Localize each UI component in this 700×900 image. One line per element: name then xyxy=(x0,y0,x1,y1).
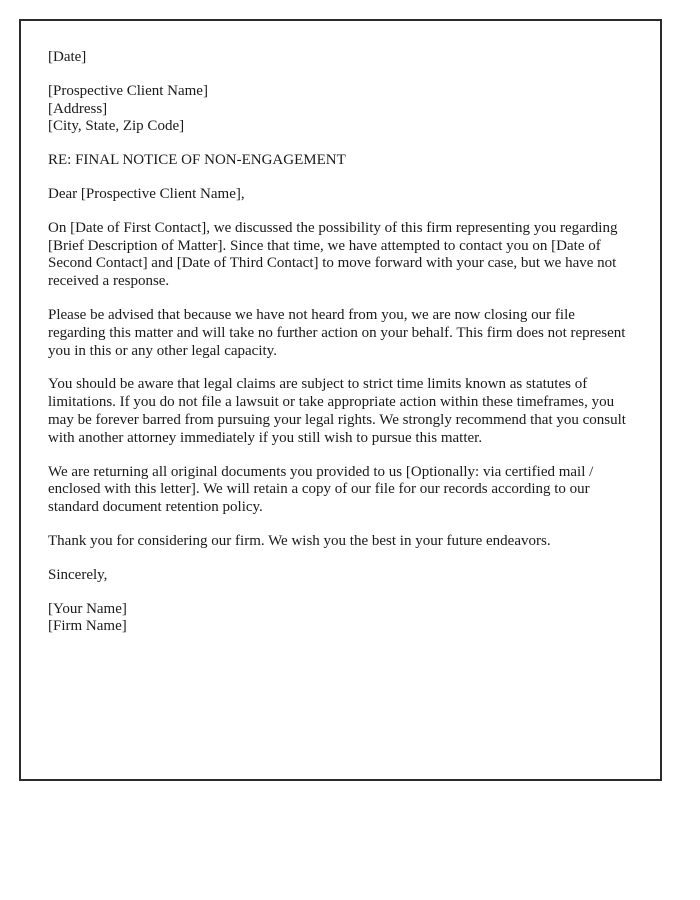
signature-block xyxy=(48,601,630,637)
closing: Sincerely, xyxy=(48,566,108,583)
letter-page xyxy=(19,19,662,781)
paragraph-returning-documents: We are returning all original documents you provided to us [Optionally: via certified mail / enclosed with this letter]. We will retain a copy of our file for our records according to our standard document retention policy. xyxy=(48,463,594,516)
paragraph-thank-you: Thank you for considering our firm. We wish you the best in your future endeavors. xyxy=(48,532,551,549)
recipient-city-state-zip: [City, State, Zip Code] xyxy=(48,118,185,135)
signature-firm: [Firm Name] xyxy=(48,618,127,635)
letter-body xyxy=(48,49,630,636)
subject-line: RE: FINAL NOTICE OF NON-ENGAGEMENT xyxy=(48,152,346,169)
paragraph-first-contact: On [Date of First Contact], we discussed the possibility of this firm representing you regarding [Brief Description of Matter]. Since that time, we have attempted to contact you on [Date of Second Contact] and [Date of Third Contact] to move forward with your case, but we have not received a response. xyxy=(48,219,618,290)
paragraph-statute-of-limitations: You should be aware that legal claims are subject to strict time limits known as statutes of limitations. If you do not file a lawsuit or take appropriate action within these timeframes, you may be forever barred from pursuing your legal rights. We strongly recommend that you consult with another attorney immediately if you still wish to pursue this matter. xyxy=(48,376,626,446)
recipient-address: [Address] xyxy=(48,100,108,117)
recipient-name: [Prospective Client Name] xyxy=(48,82,208,99)
recipient-address-block xyxy=(48,83,630,136)
date-block xyxy=(48,49,630,67)
signature-name: [Your Name] xyxy=(48,600,127,617)
salutation: Dear [Prospective Client Name], xyxy=(48,185,245,202)
paragraph-closing-file: Please be advised that because we have not heard from you, we are now closing our file regarding this matter and will take no further action on your behalf. This firm does not represent you in this or any other legal capacity. xyxy=(48,306,626,359)
date-placeholder: [Date] xyxy=(48,49,87,65)
